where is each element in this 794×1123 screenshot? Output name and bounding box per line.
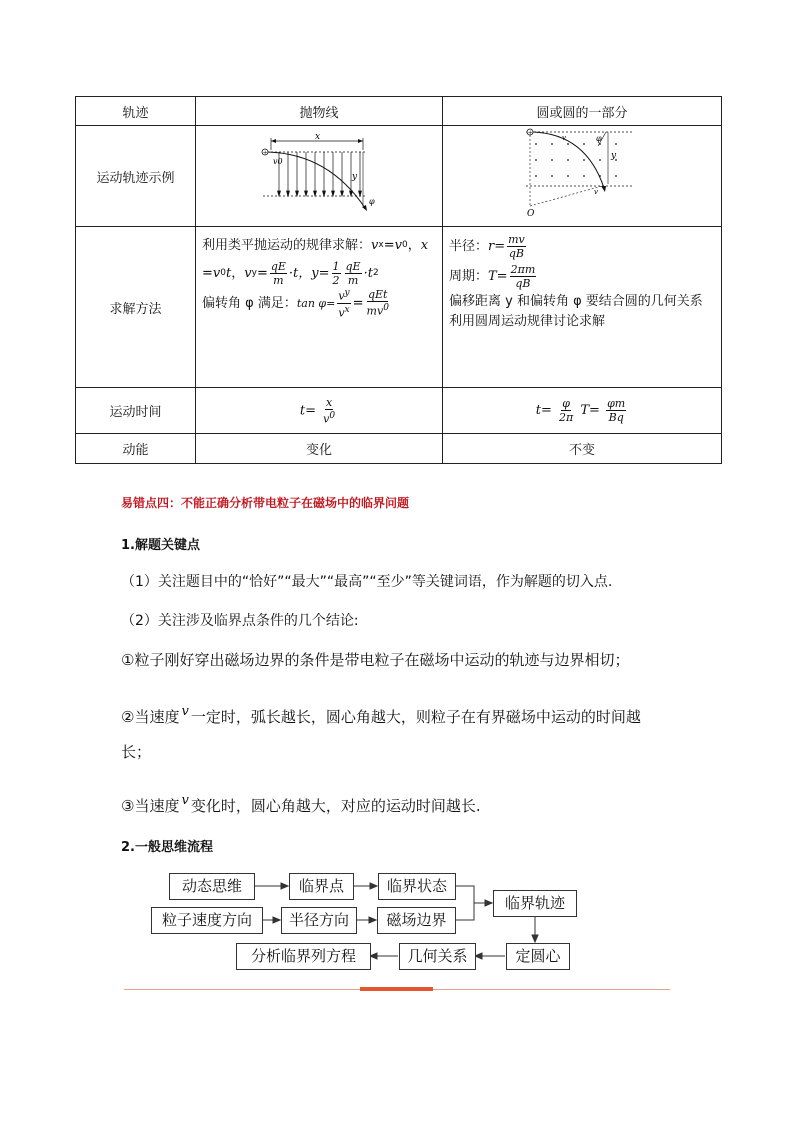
svg-text:+: + xyxy=(262,149,268,157)
math: v xyxy=(212,265,221,281)
den: 2 xyxy=(332,273,340,287)
circle-method-line-4: 利用圆周运动规律讨论求解 xyxy=(449,313,606,329)
den: qB xyxy=(508,246,525,260)
num: 2πm xyxy=(510,262,536,276)
center-o-label: O xyxy=(527,209,535,219)
paragraph-1: （1）关注题目中的“恰好”“最大”“最高”“至少”等关键词语，作为解题的切入点. xyxy=(121,574,613,590)
ke-row-label: 动能 xyxy=(76,434,196,464)
flow-box-critical-state: 临界状态 xyxy=(378,873,456,900)
text: ， xyxy=(407,237,421,253)
math: ·t，y= xyxy=(288,265,330,281)
footer-accent-bar xyxy=(360,987,433,991)
y-label: y xyxy=(352,172,358,182)
math: x xyxy=(420,237,429,253)
parabola-ke: 变化 xyxy=(196,434,443,464)
flow-box-dynamic-thinking: 动态思维 xyxy=(169,873,255,900)
text: = xyxy=(256,265,268,281)
text: ， xyxy=(231,265,245,281)
text: 周期： xyxy=(449,268,489,284)
conclusion-2-cont: 长； xyxy=(121,743,152,761)
sub: y xyxy=(251,267,257,278)
math: v xyxy=(371,237,379,253)
den: m xyxy=(273,273,284,287)
math: t xyxy=(226,265,232,281)
num: φm xyxy=(607,397,626,410)
flow-box-critical-track: 临界轨迹 xyxy=(493,890,577,917)
num: x xyxy=(326,395,333,409)
sub: x xyxy=(378,239,384,250)
math: T= xyxy=(580,403,600,418)
text: = xyxy=(202,265,213,281)
flow-box-fix-center: 定圆心 xyxy=(506,943,570,970)
math: v xyxy=(394,237,402,253)
math: T= xyxy=(488,268,508,284)
math: v xyxy=(181,704,189,719)
sub: 0 xyxy=(401,239,408,250)
figure-row-label: 运动轨迹示例 xyxy=(76,126,196,227)
den: mv xyxy=(366,304,384,318)
math: v xyxy=(181,793,189,808)
math: t= xyxy=(299,403,317,418)
v0-label: v0 xyxy=(273,157,283,166)
den: Bq xyxy=(608,411,624,424)
conclusion-1: ①粒子刚好穿出磁场边界的条件是带电粒子在磁场中运动的轨迹与边界相切； xyxy=(121,651,630,669)
circle-method-line-3: 偏移距离 y 和偏转角 φ 要结合圆的几何关系 xyxy=(449,293,703,309)
text: = xyxy=(383,237,395,253)
v-top-label: v xyxy=(562,134,566,142)
den: 2π xyxy=(559,411,574,424)
text: 一定时，弧长越长，圆心角越大，则粒子在有界磁场中运动的时间越 xyxy=(190,708,641,726)
key-points-heading: 1.解题关键点 xyxy=(121,538,200,553)
v-bottom-label: v xyxy=(594,188,598,196)
circle-phi-label: φ xyxy=(596,134,602,143)
text: 变化时，圆心角越大，对应的运动时间越长. xyxy=(190,797,481,815)
num: qEt xyxy=(367,288,388,302)
text: ②当速度 xyxy=(121,708,180,726)
den: v xyxy=(338,306,345,320)
num: qE xyxy=(270,259,286,273)
num: mv xyxy=(508,232,525,246)
circle-y-label: y xyxy=(611,151,617,161)
header-track: 轨迹 xyxy=(76,97,196,126)
flow-box-velocity-direction: 粒子速度方向 xyxy=(151,907,263,934)
num: v xyxy=(338,289,345,303)
paragraph-2: （2）关注涉及临界点条件的几个结论: xyxy=(121,613,359,629)
flow-box-equations: 分析临界列方程 xyxy=(236,943,371,970)
den: qB xyxy=(515,276,531,290)
time-row-label: 运动时间 xyxy=(76,388,196,434)
method-row-label: 求解方法 xyxy=(76,227,196,388)
flow-box-geometry: 几何关系 xyxy=(399,943,476,970)
flow-box-field-boundary: 磁场边界 xyxy=(377,907,456,934)
math: v xyxy=(244,265,252,281)
flow-heading: 2.一般思维流程 xyxy=(121,840,213,855)
den: m xyxy=(347,273,359,287)
sub: 0 xyxy=(220,267,226,278)
sup: 0 xyxy=(383,303,389,314)
sup: x xyxy=(344,304,350,315)
math: r= xyxy=(488,238,506,254)
flow-box-radius-direction: 半径方向 xyxy=(281,907,357,934)
math: t= xyxy=(535,403,552,418)
sup: y xyxy=(344,288,350,298)
header-circle: 圆或圆的一部分 xyxy=(443,97,722,126)
section-title: 易错点四：不能正确分析带电粒子在磁场中的临界问题 xyxy=(121,496,410,510)
x-label: x xyxy=(315,132,321,142)
text: 半径： xyxy=(449,238,489,254)
flow-box-critical-point: 临界点 xyxy=(289,873,354,900)
header-parabola: 抛物线 xyxy=(196,97,443,126)
text: = xyxy=(352,295,364,311)
text: 偏转角 φ 满足： xyxy=(202,295,297,311)
text: ③当速度 xyxy=(121,797,180,815)
num: φ xyxy=(562,397,570,410)
phi-label: φ xyxy=(369,197,375,206)
math: tan φ= xyxy=(296,296,336,310)
text: 利用类平抛运动的规律求解： xyxy=(202,237,372,253)
num: qE xyxy=(345,259,361,273)
num: 1 xyxy=(332,259,340,273)
sup: 0 xyxy=(329,410,336,421)
svg-text:+: + xyxy=(527,129,533,137)
math: ·t xyxy=(363,265,373,281)
den: v xyxy=(323,412,330,426)
sup: 2 xyxy=(372,267,379,278)
circle-ke: 不变 xyxy=(443,434,722,464)
